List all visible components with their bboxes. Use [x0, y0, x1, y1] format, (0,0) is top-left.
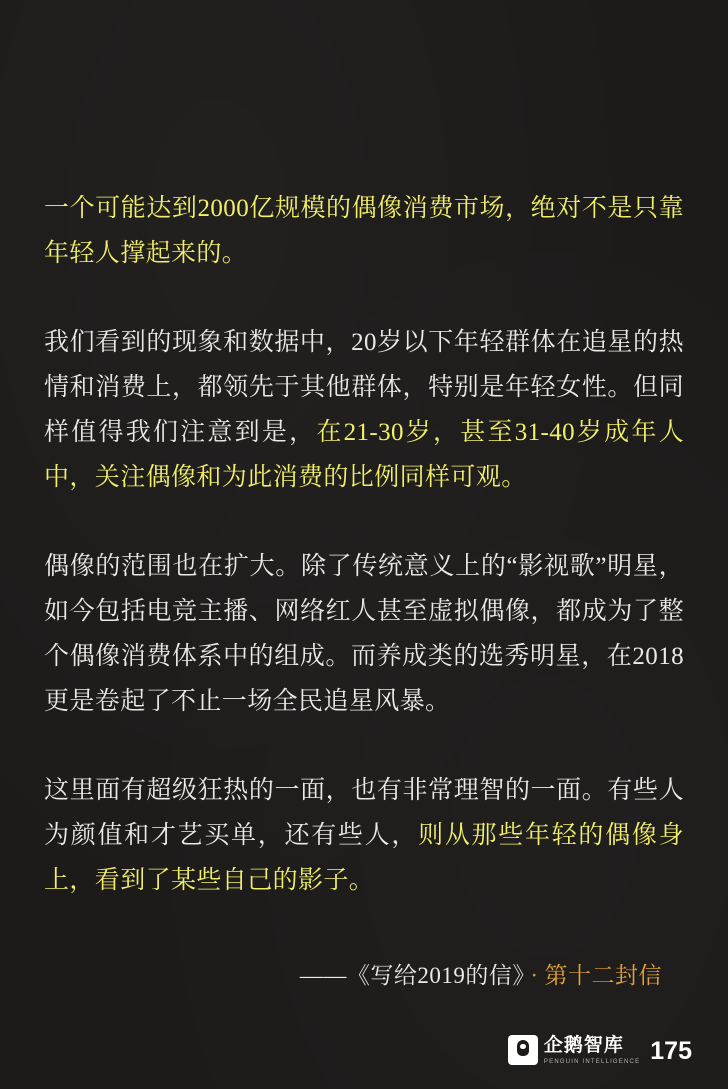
- paragraph-3-text: 偶像的范围也在扩大。除了传统意义上的“影视歌”明星，如今包括电竞主播、网络红人甚至虚拟偶像，都成为了整个偶像消费体系中的组成。而养成类的选秀明星，在2018更是卷起了不止一场全民追星风暴。: [44, 553, 684, 715]
- page-footer: [508, 1035, 692, 1065]
- paragraph-2-text: 我们看到的现象和数据中，20岁以下年轻群体在追星的热情和消费上，都领先于其他群体，特别是年轻女性。但同样值得我们注意到是，: [44, 329, 684, 446]
- attribution-separator: ·: [530, 963, 539, 988]
- paragraph-2: [44, 320, 684, 500]
- brand-name-en: PENGUIN INTELLIGENCE: [543, 1058, 641, 1065]
- attribution-dash: ——: [299, 963, 347, 988]
- paragraph-1-highlight: 一个可能达到2000亿规模的偶像消费市场，绝对不是只靠年轻人撑起来的。: [44, 195, 684, 267]
- brand-logo: [508, 1035, 640, 1065]
- attribution: [44, 959, 684, 993]
- page-number: 175: [650, 1037, 692, 1065]
- attribution-source: 《写给2019的信》: [346, 963, 525, 988]
- paragraph-1: [44, 186, 684, 276]
- paragraph-4-highlight: 则从那些年轻的偶像身上，看到了某些自己的影子。: [44, 822, 684, 894]
- paragraph-2-highlight: 在21-30岁，甚至31-40岁成年人中，关注偶像和为此消费的比例同样可观。: [44, 419, 684, 491]
- brand-logo-text: [544, 1036, 640, 1065]
- paragraph-4: [44, 768, 684, 903]
- paragraph-4-text: 这里面有超级狂热的一面，也有非常理智的一面。有些人为颜值和才艺买单，还有些人，: [44, 777, 684, 849]
- attribution-letter: 第十二封信: [544, 963, 662, 988]
- penguin-icon: [508, 1035, 538, 1065]
- brand-name-cn: 企鹅智库: [543, 1034, 624, 1056]
- paragraph-3: [44, 544, 684, 724]
